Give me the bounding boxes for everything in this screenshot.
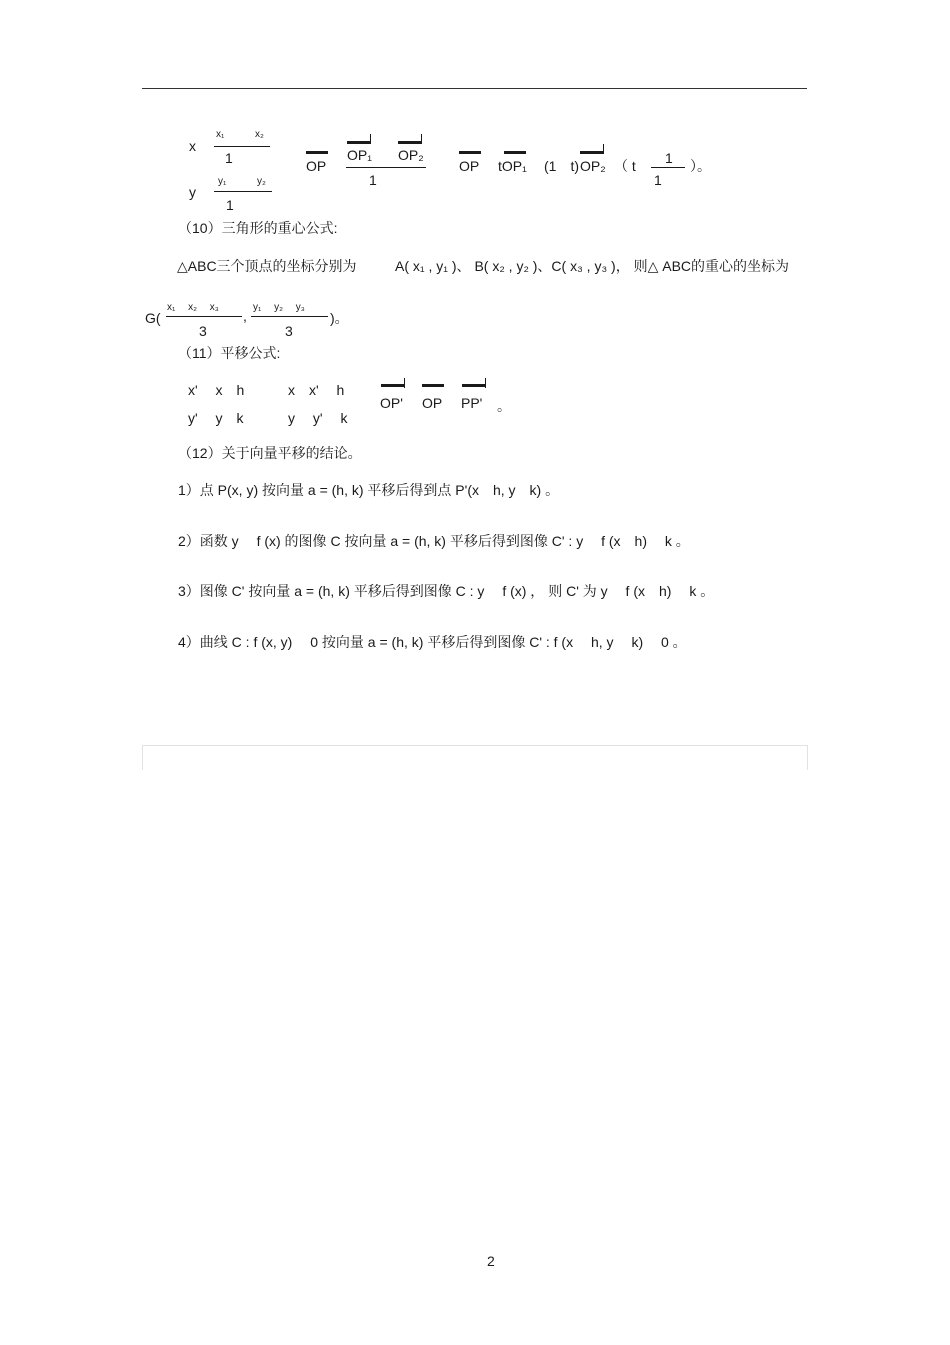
t-condition-close: ）。 [690, 158, 711, 174]
centroid-y-numerator: y₁ y₂ y₃ [253, 302, 305, 313]
translation-row2-right: y y' k [288, 410, 348, 426]
t-condition-num: 1 [665, 150, 673, 166]
translation-row1-left: x' x h [188, 382, 245, 398]
vector-arrow-op1 [347, 141, 371, 144]
vector-op-b: OP [459, 158, 480, 174]
centroid-g-open: G( [145, 310, 161, 326]
conclusion-item-2: 2）函数 y f (x) 的图像 C 按向量 a = (h, k) 平移后得到图像 C' : y f (x h) k 。 [178, 533, 690, 549]
vector-op2: OP₂ [398, 147, 424, 163]
centroid-g-close: )。 [330, 310, 349, 326]
vector-pp-prime: PP' [461, 395, 483, 411]
translation-row1-right: x x' h [288, 382, 345, 398]
section-12-heading: （12）关于向量平移的结论。 [178, 445, 362, 461]
centroid-y-fraction-bar [251, 316, 328, 317]
section-10-heading: （10）三角形的重心公式: [178, 220, 338, 236]
conclusion-item-3: 3）图像 C' 按向量 a = (h, k) 平移后得到图像 C : y f (x) ， 则 C' 为 y f (x h) k 。 [178, 583, 715, 599]
formula-y-num-y2: y₂ [257, 176, 266, 187]
page-number: 2 [487, 1253, 495, 1269]
vector-arrowhead [485, 378, 486, 388]
vector-arrow-op [306, 151, 328, 154]
t-condition-den: 1 [654, 172, 662, 188]
centroid-description: △ABC三个顶点的坐标分别为 [177, 258, 357, 274]
centroid-vertex-coords: A( x₁ , y₁ )、 B( x₂ , y₂ )、C( x₃ , y₃ )， 则△ ABC的重心的坐标为 [395, 258, 790, 274]
vector-op2-b: OP₂ [580, 158, 606, 174]
formula-y-num-y1: y₁ [218, 176, 227, 187]
conclusion-item-1: 1）点 P(x, y) 按向量 a = (h, k) 平移后得到点 P'(x h, y k) 。 [178, 482, 560, 498]
centroid-x-den: 3 [199, 323, 207, 339]
vector-fraction-bar [346, 167, 426, 168]
formula-x-label: x [189, 138, 196, 154]
centroid-x-fraction-bar [166, 316, 242, 317]
vector-arrow-op2-b [580, 151, 604, 154]
vector-op1: OP₁ [347, 147, 372, 163]
vector-arrowhead [370, 134, 371, 144]
vector-arrow-op-c [422, 384, 444, 387]
vector-one-minus-t: (1 t) [544, 158, 579, 174]
centroid-y-den: 3 [285, 323, 293, 339]
formula-x-num-x1: x₁ [216, 129, 225, 140]
formula-y-fraction-bar [214, 191, 272, 192]
vector-fraction-den: 1 [369, 172, 377, 188]
vector-arrow-top1 [504, 151, 526, 154]
vector-arrow-op-b [459, 151, 481, 154]
centroid-comma: , [243, 308, 247, 324]
vector-op-c: OP [422, 395, 443, 411]
t-condition-open: （ t [614, 158, 636, 174]
formula-x-den: 1 [225, 150, 233, 166]
vector-arrow-op2 [398, 141, 422, 144]
vector-arrow-op-prime [381, 384, 405, 387]
formula-x-fraction-bar [214, 146, 270, 147]
section-11-heading: （11）平移公式: [178, 345, 281, 361]
header-rule [142, 88, 807, 89]
conclusion-item-4: 4）曲线 C : f (x, y) 0 按向量 a = (h, k) 平移后得到图像 C' : f (x h, y k) 0 。 [178, 634, 687, 650]
vector-op: OP [306, 158, 327, 174]
vector-arrowhead [603, 144, 604, 154]
vector-op-prime: OP' [380, 395, 403, 411]
empty-frame [142, 745, 808, 770]
vector-arrow-pp-prime [462, 384, 486, 387]
vector-arrowhead [404, 378, 405, 388]
t-condition-fraction-bar [651, 167, 685, 168]
translation-row2-left: y' y k [188, 410, 244, 426]
formula-y-den: 1 [226, 197, 234, 213]
translation-end: 。 [497, 398, 511, 414]
formula-y-label: y [189, 184, 196, 200]
vector-arrowhead [421, 134, 422, 144]
vector-t-op1: tOP₁ [498, 158, 527, 174]
formula-x-num-x2: x₂ [255, 129, 264, 140]
centroid-x-numerator: x₁ x₂ x₃ [167, 302, 219, 313]
